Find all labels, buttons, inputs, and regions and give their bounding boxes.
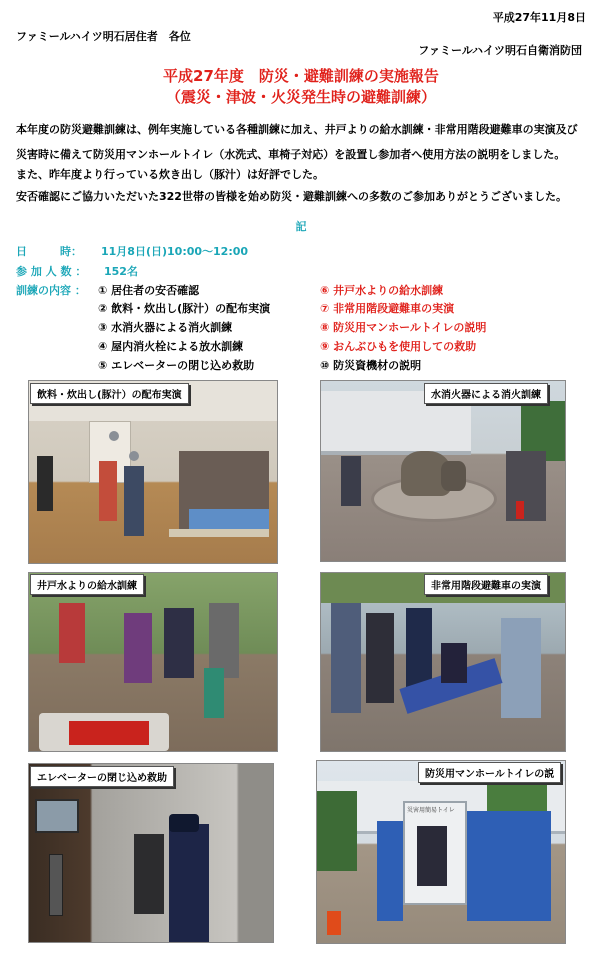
body-paragraph-1: 本年度の防災避難訓練は、例年実施している各種訓練に加え、井戸よりの給水訓練・非常用階段避難車の実演及び: [16, 123, 578, 136]
ki-heading: 記: [295, 220, 307, 233]
participants-label: 参 加 人 数 ：: [16, 265, 87, 278]
training-item: ① 居住者の安否確認: [98, 284, 200, 297]
photo-caption: エレベーターの閉じ込め救助: [30, 766, 174, 787]
training-item: ⑨ おんぶひもを使用しての救助: [320, 340, 477, 353]
body-paragraph-2: 災害時に備えて防災用マンホールトイレ（水洗式、車椅子対応）を設置し参加者へ使用方法の説明をしました。: [16, 148, 566, 161]
photo-elevator-rescue: [28, 763, 274, 943]
sender: ファミールハイツ明石自衛消防団: [418, 44, 582, 57]
training-item: ⑧ 防災用マンホールトイレの説明: [320, 321, 487, 334]
report-subtitle: （震災・津波・火災発生時の避難訓練）: [165, 88, 436, 106]
photo-caption: 水消火器による消火訓練: [424, 383, 548, 404]
photo-caption: 非常用階段避難車の実演: [424, 574, 548, 595]
date-value: 11月8日(日)10:00～12:00: [101, 245, 249, 258]
date-label: 日 時：: [16, 245, 82, 258]
photo-manhole-toilet: [316, 760, 566, 944]
training-item: ⑥ 井戸水よりの給水訓練: [320, 284, 444, 297]
body-paragraph-4: 安否確認にご協力いただいた322世帯の皆様を始め防災・避難訓練への多数のご参加ありがとうございました。: [16, 190, 567, 203]
toilet-sign: 災害用簡易トイレ: [407, 807, 455, 814]
training-item: ⑩ 防災資機材の説明: [320, 359, 422, 372]
training-item: ⑦ 非常用階段避難車の実演: [320, 302, 455, 315]
participants-value: 152名: [104, 265, 138, 278]
photo-food-distribution: [28, 380, 278, 564]
content-label: 訓練の内容 ：: [16, 284, 86, 297]
body-paragraph-3: また、昨年度より行っている炊き出し（豚汁）は好評でした。: [16, 168, 324, 181]
report-title: 平成27年度 防災・避難訓練の実施報告: [163, 67, 439, 85]
training-item: ④ 屋内消火栓による放水訓練: [98, 340, 244, 353]
photo-caption: 防災用マンホールトイレの説: [418, 762, 561, 783]
addressee: ファミールハイツ明石居住者 各位: [16, 30, 191, 43]
report-date: 平成27年11月8日: [492, 11, 586, 24]
training-item: ⑤ エレベーターの閉じ込め救助: [98, 359, 255, 372]
photo-caption: 飲料・炊出し(豚汁）の配布実演: [30, 383, 189, 404]
photo-well-water: [28, 572, 278, 752]
training-item: ③ 水消火器による消火訓練: [98, 321, 233, 334]
photo-evacuation-chair: [320, 572, 566, 752]
photo-fire-extinguisher: [320, 380, 566, 562]
training-item: ② 飲料・炊出し(豚汁）の配布実演: [98, 302, 271, 315]
photo-caption: 井戸水よりの給水訓練: [30, 574, 144, 595]
